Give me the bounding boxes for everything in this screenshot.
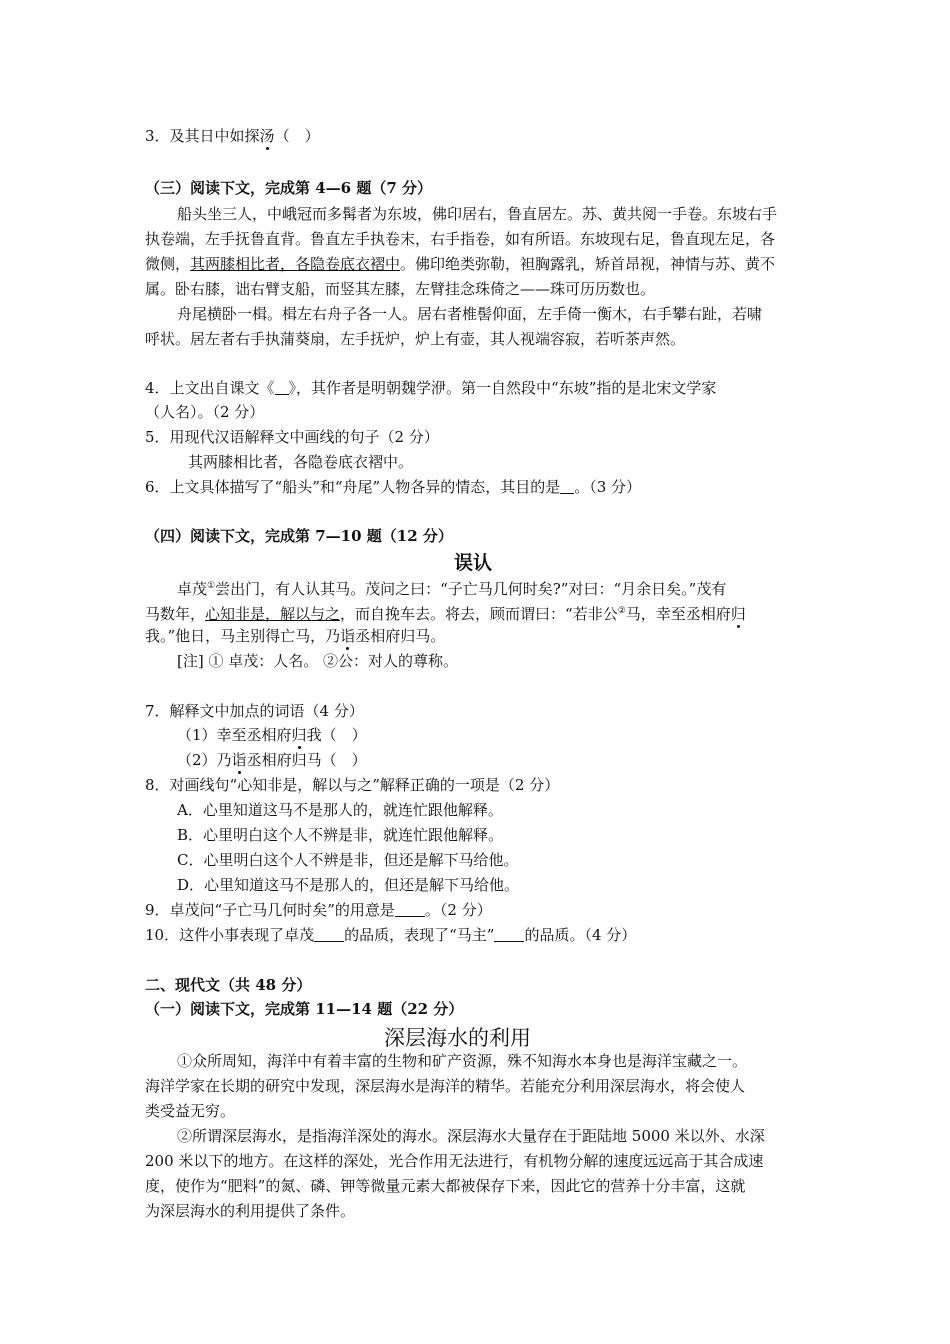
part-2-heading: 二、现代文（共 48 分）: [145, 976, 312, 994]
text-run: 10．这件小事表现了卓茂: [145, 926, 315, 944]
text-run: （1）幸至丞相府: [177, 726, 292, 744]
article-line: 类受益无穷。: [145, 1102, 236, 1120]
article-line: 为深层海水的利用提供了条件。: [145, 1202, 356, 1220]
passage-3-line: [145, 254, 775, 274]
text-run: 的品质。（4 分）: [524, 926, 637, 944]
footnote-mark: ①: [207, 581, 216, 591]
footnote: [注] ① 卓茂：人名。 ②公：对人的尊称。: [177, 652, 459, 670]
q3-text: 3．及其日中如探: [145, 127, 260, 145]
text-run: （2）乃: [177, 751, 232, 769]
option-c[interactable]: C．心里明白这个人不辨是非，但还是解下马给他。: [177, 851, 519, 869]
answer-blank[interactable]: [494, 927, 524, 942]
answer-blank[interactable]: [275, 380, 289, 395]
question-4-cont: （人名）。（2 分）: [145, 403, 265, 421]
answer-blank[interactable]: [560, 479, 574, 494]
dotted-word: 诣: [340, 627, 356, 645]
underlined-sentence: 心知非是，解以与之: [205, 605, 341, 623]
section-4-heading: （四）阅读下文，完成第 7—10 题（12 分）: [145, 527, 453, 545]
passage-3-line: 呼状。居左者右手执蒲葵扇，左手抚炉，炉上有壶，其人视端容寂，若听茶声然。: [145, 330, 686, 348]
q3-answer-blank: （ ）: [274, 127, 320, 145]
answer-blank[interactable]: [314, 927, 344, 942]
question-7-item: [177, 725, 367, 745]
text-run: 我。”他日，马主别得亡马，乃: [145, 627, 341, 645]
question-4: [145, 378, 716, 398]
passage-3-line: 执卷端，左手抚鲁直背。鲁直左手执卷末，右手指卷，如有所语。东坡现右足，鲁直现左足，各: [145, 230, 776, 248]
passage-3-line: 舟尾横卧一楫。楫左右舟子各一人。居右者椎髻仰面，左手倚一衡木，右手攀右趾，若啸: [177, 305, 763, 323]
option-b[interactable]: B．心里明白这个人不辨是非，就连忙跟他解释。: [177, 826, 504, 844]
article-line: 海洋学家在长期的研究中发现，深层海水是海洋的精华。若能充分利用深层海水，将会使人: [145, 1077, 746, 1095]
passage-4-line: [177, 576, 726, 599]
dotted-word: 诣: [231, 751, 247, 769]
answer-blank[interactable]: [395, 902, 425, 917]
article-line: 度，使作为“肥料”的氮、磷、钾等微量元素大都被保存下来，因此它的营养十分丰富，这就: [145, 1177, 746, 1195]
text-run: 的品质，表现了“马主”: [344, 926, 495, 944]
text-run: 4．上文出自课文《: [145, 379, 275, 397]
section-3-heading: （三）阅读下文，完成第 4—6 题（7 分）: [145, 179, 432, 197]
text-run: 我（ ）: [306, 726, 367, 744]
passage-3-line: 属。卧右膝，诎右臂支船，而竖其左膝，左臂挂念珠倚之——珠可历历数也。: [145, 280, 656, 298]
text-run: 马数年，: [145, 605, 206, 623]
dotted-word: 归: [730, 605, 746, 623]
question-3: [145, 126, 320, 146]
article-line: ①众所周知，海洋中有着丰富的生物和矿产资源，殊不知海水本身也是海洋宝藏之一。: [177, 1052, 748, 1070]
question-6: [145, 477, 641, 497]
text-run: 马，幸至丞相府: [625, 605, 731, 623]
text-run: 。（2 分）: [424, 901, 492, 919]
text-run: 》，其作者是明朝魏学洢。第一自然段中“东坡”指的是北宋文学家: [288, 379, 717, 397]
text-run: 6．上文具体描写了“船头”和“舟尾”人物各异的情态，其目的是: [145, 478, 561, 496]
question-5: 5．用现代汉语解释文中画线的句子（2 分）: [145, 428, 439, 446]
question-7-item: [177, 750, 367, 770]
passage-4-title: 误认: [454, 552, 493, 574]
dotted-word: 归: [291, 726, 307, 744]
text-run: 丞相府归马（ ）: [246, 751, 367, 769]
question-7: 7．解释文中加点的词语（4 分）: [145, 702, 364, 720]
article-line: 200 米以下的地方。在这样的深处，光合作用无法进行，有机物分解的速度远远高于其合成速: [145, 1152, 764, 1170]
footnote-mark: ②: [617, 606, 626, 616]
passage-4-line: [145, 626, 445, 646]
text-run: 微侧，: [145, 255, 191, 273]
passage-title: 深层海水的利用: [384, 1026, 531, 1050]
question-9: [145, 900, 492, 920]
passage-4-line: [145, 601, 746, 624]
underlined-sentence: 其两膝相比者，各隐卷底衣褶中: [190, 255, 401, 273]
option-a[interactable]: A．心里知道这马不是那人的，就连忙跟他解释。: [177, 801, 503, 819]
question-10: [145, 925, 636, 945]
q3-dotted-word: 汤: [259, 127, 275, 145]
text-run: ，而自挽车去。将去，顾而谓曰：“若非公: [340, 605, 618, 623]
passage-3-line: 船头坐三人，中峨冠而多髯者为东坡，佛印居右，鲁直居左。苏、黄共阅一手卷。东坡右手: [177, 205, 778, 223]
text-run: 。（3 分）: [574, 478, 642, 496]
text-run: 卓茂: [177, 580, 208, 598]
text-run: 9．卓茂问“子亡马几何时矣”的用意是: [145, 901, 395, 919]
question-8: 8．对画线句“心知非是，解以与之”解释正确的一项是（2 分）: [145, 776, 560, 794]
text-run: 。佛印绝类弥勒，袒胸露乳，矫首昂视，神情与苏、黄不: [400, 255, 776, 273]
text-run: 尝出门，有人认其马。茂问之曰：“子亡马几何时矣?”对曰：“月余日矣。”茂有: [215, 580, 727, 598]
option-d[interactable]: D．心里知道这马不是那人的，但还是解下马给他。: [177, 876, 520, 894]
text-run: 丞相府归马。: [355, 627, 446, 645]
article-line: ②所谓深层海水，是指海洋深处的海水。深层海水大量存在于距陆地 5000 米以外、水深: [177, 1127, 765, 1145]
part-2-subheading: （一）阅读下文，完成第 11—14 题（22 分）: [145, 1000, 464, 1018]
question-5-sentence: 其两膝相比者，各隐卷底衣褶中。: [188, 453, 414, 471]
